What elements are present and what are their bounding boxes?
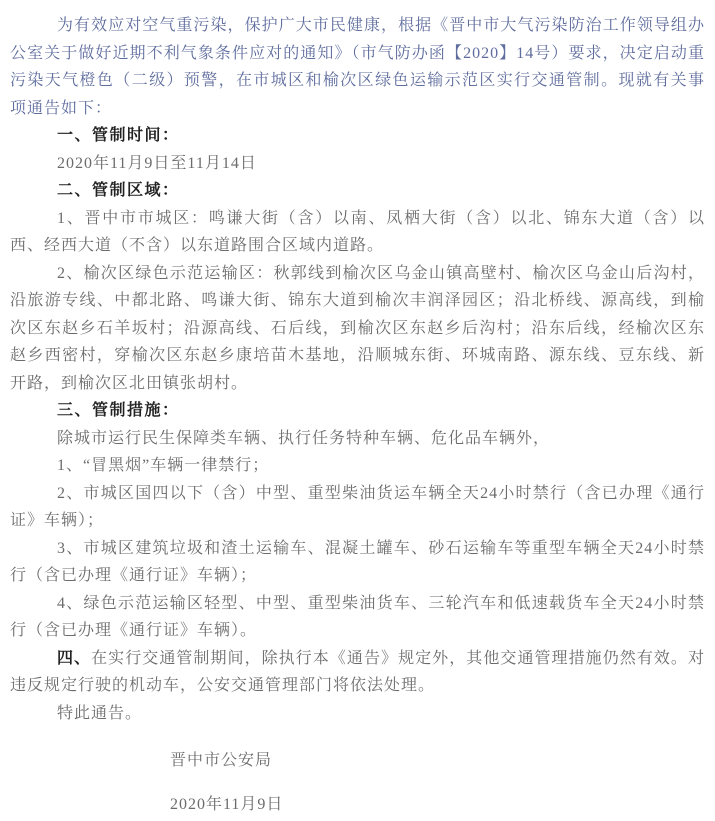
section-4-number-prefix: 四、 xyxy=(57,649,92,667)
section-3-heading: 三、管制措施： xyxy=(57,402,180,419)
section-2-heading: 二、管制区域： xyxy=(57,182,180,199)
control-period-text: 2020年11月9日至11月14日 xyxy=(57,154,257,172)
control-measures-item-2: 2、市城区国四以下（含）中型、重型柴油货运车辆全天24小时禁行（含已办理《通行证》车辆）； xyxy=(10,484,705,529)
control-measures-item-1: 1、“冒黑烟”车辆一律禁行； xyxy=(57,457,270,474)
section-1-heading: 一、管制时间： xyxy=(57,127,180,144)
control-measures-item-4: 4、绿色示范运输区轻型、中型、重型柴油货车、三轮汽车和低速载货车全天24小时禁行（含已办理《通行证》车辆）。 xyxy=(10,594,705,639)
closing-statement: 特此通告。 xyxy=(57,704,143,722)
issuer-signature: 晋中市公安局 xyxy=(170,752,273,769)
section-4-paragraph xyxy=(10,645,705,700)
section-4-text: 在实行交通管制期间，除执行本《通告》规定外，其他交通管理措施仍然有效。对违反规定行驶的机动车，公安交通管理部门将依法处理。 xyxy=(10,649,705,694)
control-measures-intro: 除城市运行民生保障类车辆、执行任务特种车辆、危化品车辆外， xyxy=(57,429,551,447)
control-area-item-2: 2、榆次区绿色示范运输区：秋郭线到榆次区乌金山镇高壁村、榆次区乌金山后沟村，沿旅游专线、中都北路、鸣谦大街、锦东大道到榆次丰润泽园区；沿北桥线、源高线，到榆次区东赵乡石羊坂村；沿源高线、石后线，到榆次区东赵乡后沟村；沿东后线，经榆次区东赵乡西密村，穿榆次区东赵乡康培苗木基地，沿顺城东街、环城南路、源东线、豆东线、新开路，到榆次区北田镇张胡村。 xyxy=(10,264,705,392)
issue-date: 2020年11月9日 xyxy=(170,795,284,813)
control-measures-item-3: 3、市城区建筑垃圾和渣土运输车、混凝土罐车、砂石运输车等重型车辆全天24小时禁行（含已办理《通行证》车辆）； xyxy=(10,539,705,584)
intro-paragraph: 为有效应对空气重污染，保护广大市民健康，根据《晋中市大气污染防治工作领导组办公室关于做好近期不利气象条件应对的通知》（市气防办函【2020】14号）要求，决定启动重污染天气橙色（二级）预警，在市城区和榆次区绿色运输示范区实行交通管制。现就有关事项通告如下： xyxy=(10,17,705,117)
control-area-item-1: 1、晋中市市城区：鸣谦大街（含）以南、凤栖大街（含）以北、锦东大道（含）以西、经西大道（不含）以东道路围合区域内道路。 xyxy=(10,209,705,254)
